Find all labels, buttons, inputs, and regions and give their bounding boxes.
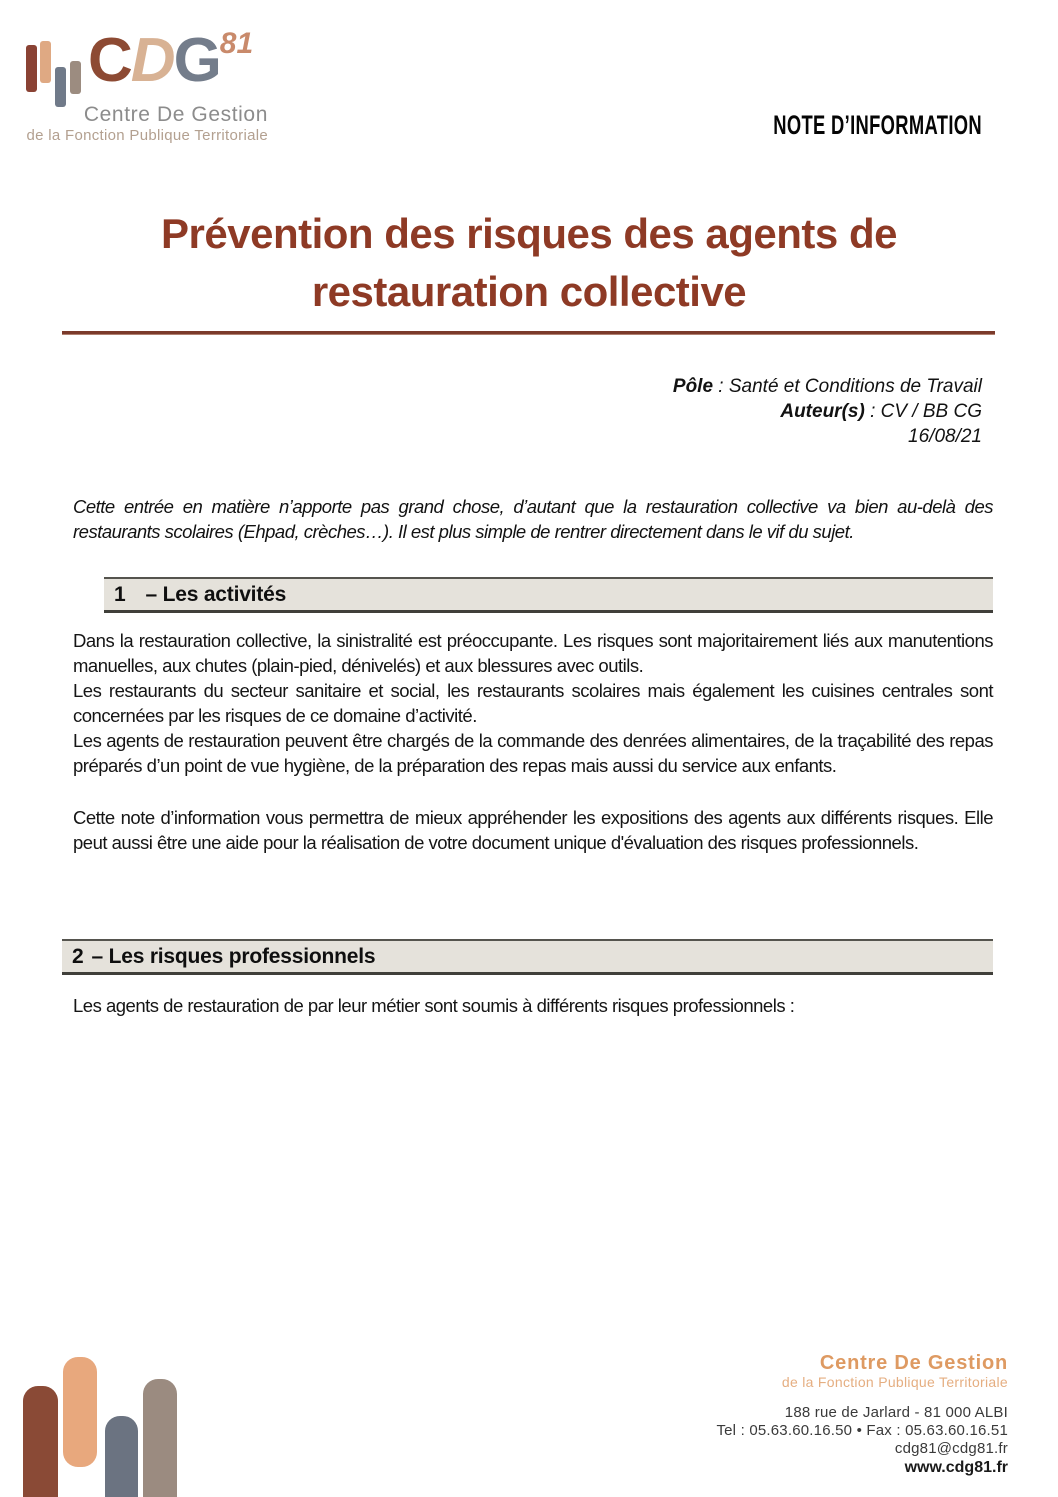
footer-bar-peach-icon <box>63 1357 97 1467</box>
logo-letter-g: G <box>173 26 220 95</box>
footer-bar-brown-icon <box>23 1386 58 1497</box>
logo-letter-c: C <box>88 26 131 95</box>
paragraph-activities-3: Les agents de restauration peuvent être chargés de la commande des denrées alimentaires, de la traçabilité des repas préparés d’un point de vue hygiène, de la préparation des repas mais aussi du service aux enfants. <box>73 730 993 776</box>
meta-authors <box>673 399 982 424</box>
meta-pole-value: : Santé et Conditions de Travail <box>713 376 982 397</box>
section-2-number: 2 <box>72 944 84 968</box>
meta-authors-value: : CV / BB CG <box>864 401 982 422</box>
logo-suffix-81: 81 <box>219 27 254 60</box>
page-title-line1: Prévention des risques des agents de <box>161 210 897 257</box>
logo-wordmark <box>88 26 254 95</box>
document-meta <box>673 374 982 449</box>
footer-contact-block <box>508 1352 1008 1478</box>
logo-letter-d: D <box>130 26 174 95</box>
paragraph-activities-1: Dans la restauration collective, la sinistralité est préoccupante. Les risques sont majoritairement liés aux manutentions manuelles, aux chutes (plain-pied, dénivelés) et aux blessures avec outils. <box>73 630 993 676</box>
logo-bar-brown-icon <box>26 45 37 92</box>
meta-pole-label: Pôle <box>672 376 714 397</box>
logo-bar-taupe-icon <box>70 61 81 94</box>
note-information-label: NOTE D’INFORMATION <box>773 110 982 140</box>
logo-bar-gray-icon <box>55 67 66 107</box>
footer-phone-fax: Tel : 05.63.60.16.50 • Fax : 05.63.60.16.51 <box>716 1422 1008 1439</box>
logo-org-subtitle: de la Fonction Publique Territoriale <box>26 127 268 144</box>
page-title-line2: restauration collective <box>311 268 747 315</box>
section-2-heading <box>62 939 993 975</box>
meta-authors-label: Auteur(s) <box>780 401 865 422</box>
footer-bar-taupe-icon <box>143 1379 177 1497</box>
section-1-body <box>73 628 993 855</box>
paragraph-note-purpose: Cette note d’information vous permettra de mieux appréhender les expositions des agents aux différents risques. Elle peut aussi être une aide pour la réalisation de votre document unique d'évaluation des risques professionnels. <box>73 807 993 853</box>
section-1-heading <box>104 577 993 613</box>
footer-org-subtitle: de la Fonction Publique Territoriale <box>781 1374 1008 1390</box>
footer-bar-slate-icon <box>105 1416 138 1497</box>
logo-bar-tan-icon <box>40 41 51 83</box>
paragraph-risks-lead: Les agents de restauration de par leur métier sont soumis à différents risques professionnels : <box>73 995 795 1016</box>
footer-email: cdg81@cdg81.fr <box>894 1440 1008 1457</box>
intro-paragraph: Cette entrée en matière n’apporte pas grand chose, d’autant que la restauration collective va bien au-delà des restaurants scolaires (Ehpad, crèches…). Il est plus simple de rentrer directement dans le vif du sujet. <box>73 496 993 542</box>
meta-pole <box>673 374 982 399</box>
section-1-number: 1 <box>114 582 126 606</box>
section-2-label: – Les risques professionnels <box>91 944 376 968</box>
footer-org-name: Centre De Gestion <box>819 1352 1008 1374</box>
footer-website: www.cdg81.fr <box>904 1459 1008 1476</box>
footer-address: 188 rue de Jarlard - 81 000 ALBI <box>784 1404 1008 1421</box>
section-1-label: – Les activités <box>145 582 287 606</box>
paragraph-activities-2: Les restaurants du secteur sanitaire et social, les restaurants scolaires mais également les cuisines centrales sont concernées par les risques de ce domaine d’activité. <box>73 680 993 726</box>
page-title <box>0 205 1058 321</box>
logo-org-name: Centre De Gestion <box>83 103 268 126</box>
title-divider <box>62 331 995 335</box>
meta-date: 16/08/21 <box>908 426 982 447</box>
